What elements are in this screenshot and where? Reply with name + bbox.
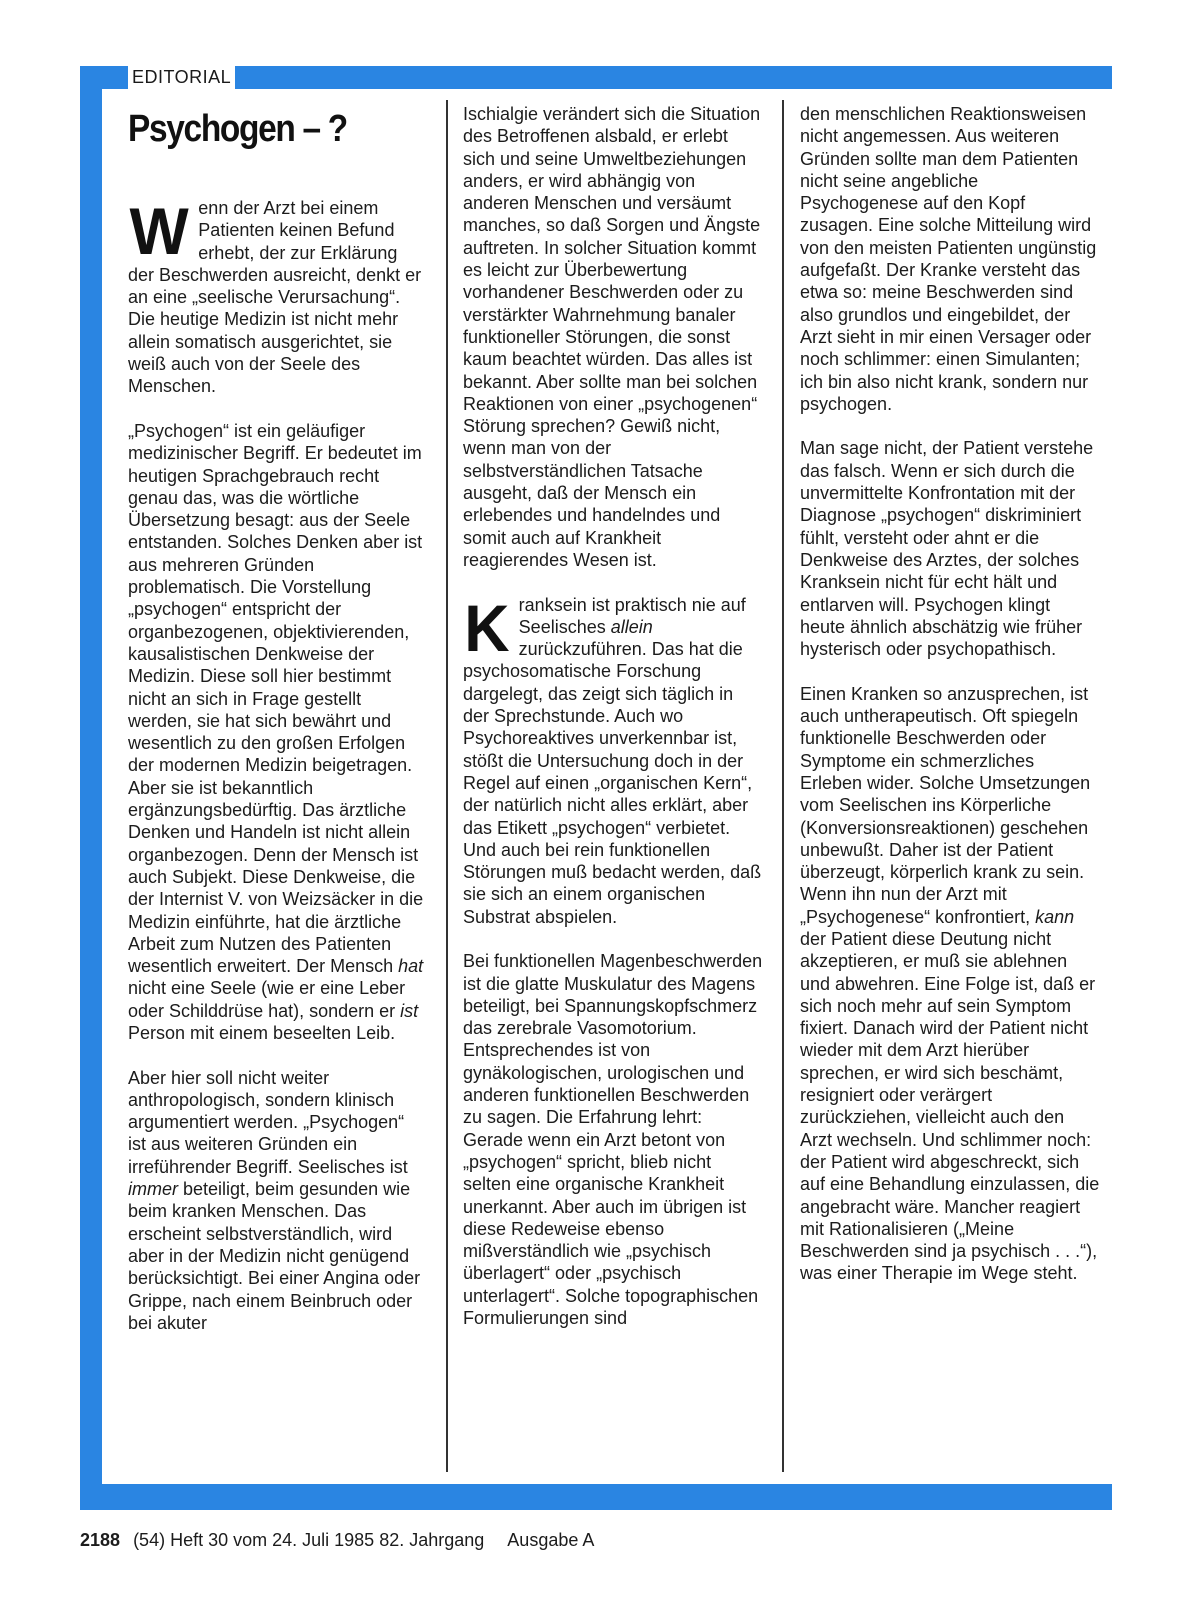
emphasis: ist (400, 1000, 419, 1021)
article-column-3 (800, 103, 1100, 1307)
edition-info: Ausgabe A (507, 1530, 595, 1550)
paragraph: den menschlichen Reaktionsweisen nicht angemessen. Aus weiteren Gründen sollte man dem Patienten nicht seine angebliche Psychogenese auf den Kopf zusagen. Eine solche Mitteilung wird von den meisten Patienten ungünstig aufgefaßt. Der Kranke versteht das etwa so: meine Beschwerden sind also grundlos und eingebildet, der Arzt sieht in mir einen Versager oder noch schlimmer: einen Simulanten; ich bin also nicht krank, sondern nur psychogen. (800, 104, 1097, 414)
paragraph-text: Person mit einem beseelten Leib. (128, 1022, 396, 1043)
paragraph (128, 420, 424, 1044)
paragraph (463, 590, 763, 928)
paragraph-text: „Psychogen“ ist ein geläufiger medizinischer Begriff. Er bedeutet im heutigen Sprachgebrauch recht genau das, was die wörtliche Übersetzung besagt: aus der Seele entstanden. Solches Denken aber ist aus mehreren Gründen problematisch. Die Vorstellung „psychogen“ entspricht der organbezogenen, objektivierenden, kausalistischen Denkweise der Medizin. Diese soll hier bestimmt nicht an sich in Frage gestellt werden, sie hat sich bewährt und wesentlich zu den großen Erfolgen der modernen Medizin beigetragen. Aber sie ist bekanntlich ergänzungsbedürftig. Das ärztliche Denken und Handeln ist nicht allein organbezogen. Denn der Mensch ist auch Subjekt. Diese Denkweise, die der Internist V. von Weizsäcker in die Medizin einführte, hat die ärztliche Arbeit zum Nutzen des Patienten wesentlich erweitert. Der Mensch (128, 420, 424, 977)
drop-cap: W (129, 194, 189, 268)
emphasis: immer (128, 1179, 178, 1200)
paragraph-text: beteiligt, beim gesunden wie beim kranken Menschen. Das erscheint selbstverständlich, wird aber in der Medizin nicht genügend berücksichtigt. Bei einer Angina oder Grippe, nach einem Beinbruch oder bei akuter (128, 1179, 421, 1333)
paragraph-text: enn der Arzt bei einem Patienten keinen Befund erhebt, der zur Erklärung der Beschwerden ausreicht, denkt er an eine „seelische Verursachung“. Die heutige Medizin ist nicht mehr allein somatisch ausgerichtet, sie weiß auch von der Seele des Menschen. (128, 198, 422, 397)
frame-left-bar (80, 66, 102, 1510)
section-label: EDITORIAL (128, 66, 235, 89)
emphasis: kann (1035, 906, 1075, 927)
paragraph: Man sage nicht, der Patient verstehe das falsch. Wenn er sich durch die unvermittelte Konfrontation mit der Diagnose „psychogen“ diskriminiert fühlt, versteht oder ahnt er die Denkweise des Arztes, der solches Kranksein nicht für echt hält und entlarven will. Psychogen klingt heute ähnlich abschätzig wie früher hysterisch oder psychopathisch. (800, 438, 1094, 660)
page-number: 2188 (80, 1530, 121, 1550)
column-rule (782, 100, 784, 1472)
paragraph: Bei funktionellen Magenbeschwerden ist die glatte Muskulatur des Magens beteiligt, bei Spannungskopfschmerz das zerebrale Vasomotorium. Entsprechendes ist von gynäkologischen, urologischen und anderen funktionellen Beschwerden zu sagen. Die Erfahrung lehrt: Gerade wenn ein Arzt betont von „psychogen“ spricht, blieb nicht selten eine organische Krankheit unerkannt. Aber auch im übrigen ist diese Redeweise ebenso mißverständlich wie „psychisch überlagert“ oder „psychisch unterlagert“. Solche topographischen Formulierungen sind (463, 951, 763, 1329)
column-rule (446, 100, 448, 1472)
drop-cap: K (464, 590, 510, 665)
frame-bottom-bar (80, 1484, 1112, 1510)
paragraph (128, 1067, 424, 1335)
issue-info: (54) Heft 30 vom 24. Juli 1985 82. Jahrgang (133, 1530, 485, 1550)
paragraph-text: der Patient diese Deutung nicht akzeptieren, er muß sie ablehnen und abwehren. Eine Folge ist, daß er sich noch mehr auf sein Symptom fixiert. Danach wird der Patient nicht wieder mit dem Arzt hierüber sprechen, er wird sich beschämt, resigniert oder verärgert zurückziehen, vielleicht auch den Arzt wechseln. Und schlimmer noch: der Patient wird abgeschreckt, sich auf eine Behandlung einzulassen, die angebracht wäre. Mancher reagiert mit Rationalisieren („Meine Beschwerden sind ja psychisch . . .“), was einer Therapie im Wege steht. (800, 928, 1100, 1284)
emphasis: allein (610, 616, 653, 637)
paragraph-text: zurückzuführen. Das hat die psychosomatische Forschung dargelegt, das zeigt sich täglich in der Sprechstunde. Auch wo Psychoreaktives unverkennbar ist, stößt die Untersuchung doch in der Regel auf einen „organischen Kern“, der natürlich nicht alles erklärt, aber das Etikett „psychogen“ verbietet. Und auch bei rein funktionellen Störungen muß bedacht werden, daß sie sich an einem organischen Substrat abspielen. (463, 639, 762, 927)
article-column-1 (128, 103, 424, 1356)
emphasis: hat (398, 956, 424, 977)
paragraph-text: nicht eine Seele (wie er eine Leber oder Schilddrüse hat), sondern er (128, 978, 406, 1021)
paragraph (800, 683, 1100, 1285)
paragraph (128, 194, 424, 398)
article-headline: Psychogen – ? (128, 108, 347, 150)
paragraph: Ischialgie verändert sich die Situation des Betroffenen alsbald, er erlebt sich und seine Umweltbeziehungen anders, er wird abhängig von anderen Menschen und versäumt manches, so daß Sorgen und Ängste auftreten. In solcher Situation kommt es leicht zur Überbewertung vorhandener Beschwerden oder zu verstärkter Wahrnehmung banaler funktioneller Störungen, die sonst kaum beachtet würden. Das alles ist bekannt. Aber sollte man bei solchen Reaktionen von einer „psychogenen“ Störung sprechen? Gewiß nicht, wenn man von der selbstverständlichen Tatsache ausgeht, daß der Mensch ein erlebendes und handelndes und somit auch auf Krankheit reagierendes Wesen ist. (463, 104, 761, 570)
paragraph-text: ranksein ist praktisch nie auf Seelisches (518, 594, 746, 637)
paragraph-text: Aber hier soll nicht weiter anthropologisch, sondern klinisch argumentiert werden. „Psychogen“ ist aus weiteren Gründen ein irreführender Begriff. Seelisches ist (128, 1067, 408, 1177)
page-footer (80, 1530, 594, 1551)
article-column-2 (463, 103, 763, 1352)
paragraph-text: Einen Kranken so anzusprechen, ist auch untherapeutisch. Oft spiegeln funktionelle Beschwerden oder Symptome ein schmerzliches Erleben wider. Solche Umsetzungen vom Seelischen ins Körperliche (Konversionsreaktionen) geschehen unbewußt. Daher ist der Patient überzeugt, körperlich krank zu sein. Wenn ihn nun der Arzt mit „Psychogenese“ konfrontiert, (800, 683, 1091, 927)
